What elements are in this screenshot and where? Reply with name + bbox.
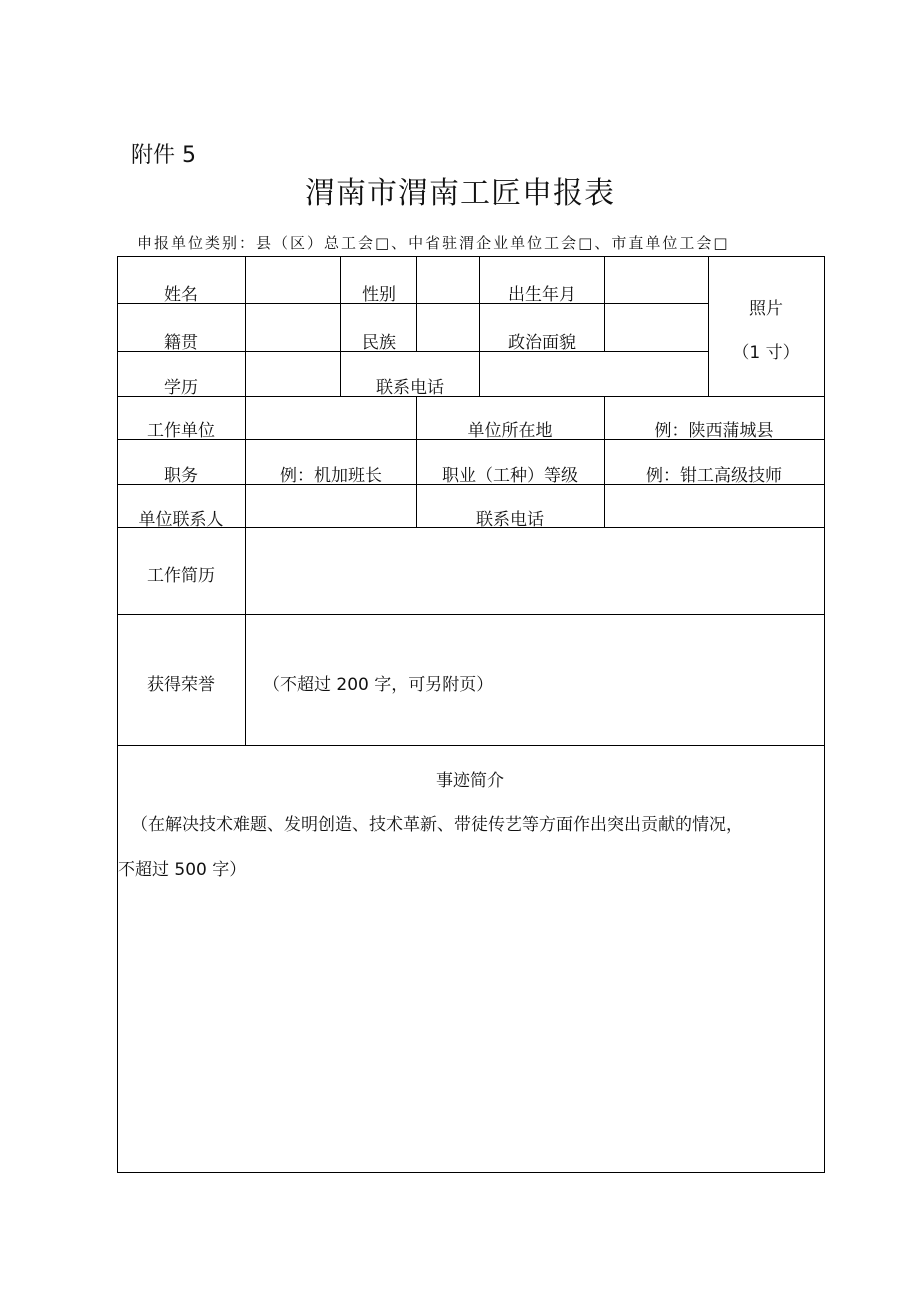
name-field[interactable] xyxy=(246,257,340,303)
deeds-title: 事迹简介 xyxy=(436,771,504,791)
birth-field[interactable] xyxy=(605,257,708,303)
table-border-bottom xyxy=(117,1172,825,1173)
resume-label: 工作简历 xyxy=(147,566,215,586)
phone-field[interactable] xyxy=(480,352,708,396)
work-unit-label: 工作单位 xyxy=(147,421,215,441)
education-field[interactable] xyxy=(246,352,340,396)
col-line xyxy=(708,256,709,396)
position-example[interactable]: 例：机加班长 xyxy=(280,466,382,486)
unit-phone-label: 联系电话 xyxy=(476,510,544,530)
political-status-label: 政治面貌 xyxy=(508,333,576,353)
unit-contact-label: 单位联系人 xyxy=(138,510,224,530)
gender-field[interactable] xyxy=(417,257,479,303)
table-border-right xyxy=(824,256,825,1173)
birth-label: 出生年月 xyxy=(508,285,576,305)
position-label: 职务 xyxy=(164,466,198,486)
name-label: 姓名 xyxy=(164,285,198,305)
page-title: 渭南市渭南工匠申报表 xyxy=(305,176,615,211)
origin-label: 籍贯 xyxy=(164,333,198,353)
col-line xyxy=(416,396,417,527)
work-unit-field[interactable] xyxy=(246,397,416,439)
photo-label: 照片 xyxy=(749,299,783,319)
ethnicity-field[interactable] xyxy=(417,304,479,351)
row-line xyxy=(117,745,825,746)
col-line xyxy=(340,256,341,396)
origin-field[interactable] xyxy=(246,304,340,351)
education-label: 学历 xyxy=(164,378,198,398)
honors-label: 获得荣誉 xyxy=(147,675,215,695)
unit-location-label: 单位所在地 xyxy=(467,421,553,441)
photo-size-label: （1 寸） xyxy=(732,343,800,363)
unit-location-example[interactable]: 例：陕西蒲城县 xyxy=(654,421,774,441)
unit-phone-field[interactable] xyxy=(605,485,824,527)
ethnicity-label: 民族 xyxy=(362,333,396,353)
category-line: 申报单位类别：县（区）总工会□、中省驻渭企业单位工会□、市直单位工会□ xyxy=(137,234,730,252)
row-line xyxy=(117,614,825,615)
row-line xyxy=(117,396,825,397)
deeds-hint-line2: 不超过 500 字） xyxy=(118,860,247,880)
unit-contact-field[interactable] xyxy=(246,485,416,527)
deeds-hint-line1: （在解决技术难题、发明创造、技术革新、带徒传艺等方面作出突出贡献的情况， xyxy=(131,815,743,835)
skill-level-label: 职业（工种）等级 xyxy=(442,466,578,486)
gender-label: 性别 xyxy=(362,285,396,305)
attachment-label: 附件 5 xyxy=(131,143,196,168)
resume-field[interactable] xyxy=(246,528,824,614)
skill-level-example[interactable]: 例：钳工高级技师 xyxy=(646,466,782,486)
phone-label: 联系电话 xyxy=(376,378,444,398)
honors-hint[interactable]: （不超过 200 字，可另附页） xyxy=(263,675,494,695)
political-status-field[interactable] xyxy=(605,304,708,351)
deeds-field[interactable] xyxy=(118,885,824,1171)
